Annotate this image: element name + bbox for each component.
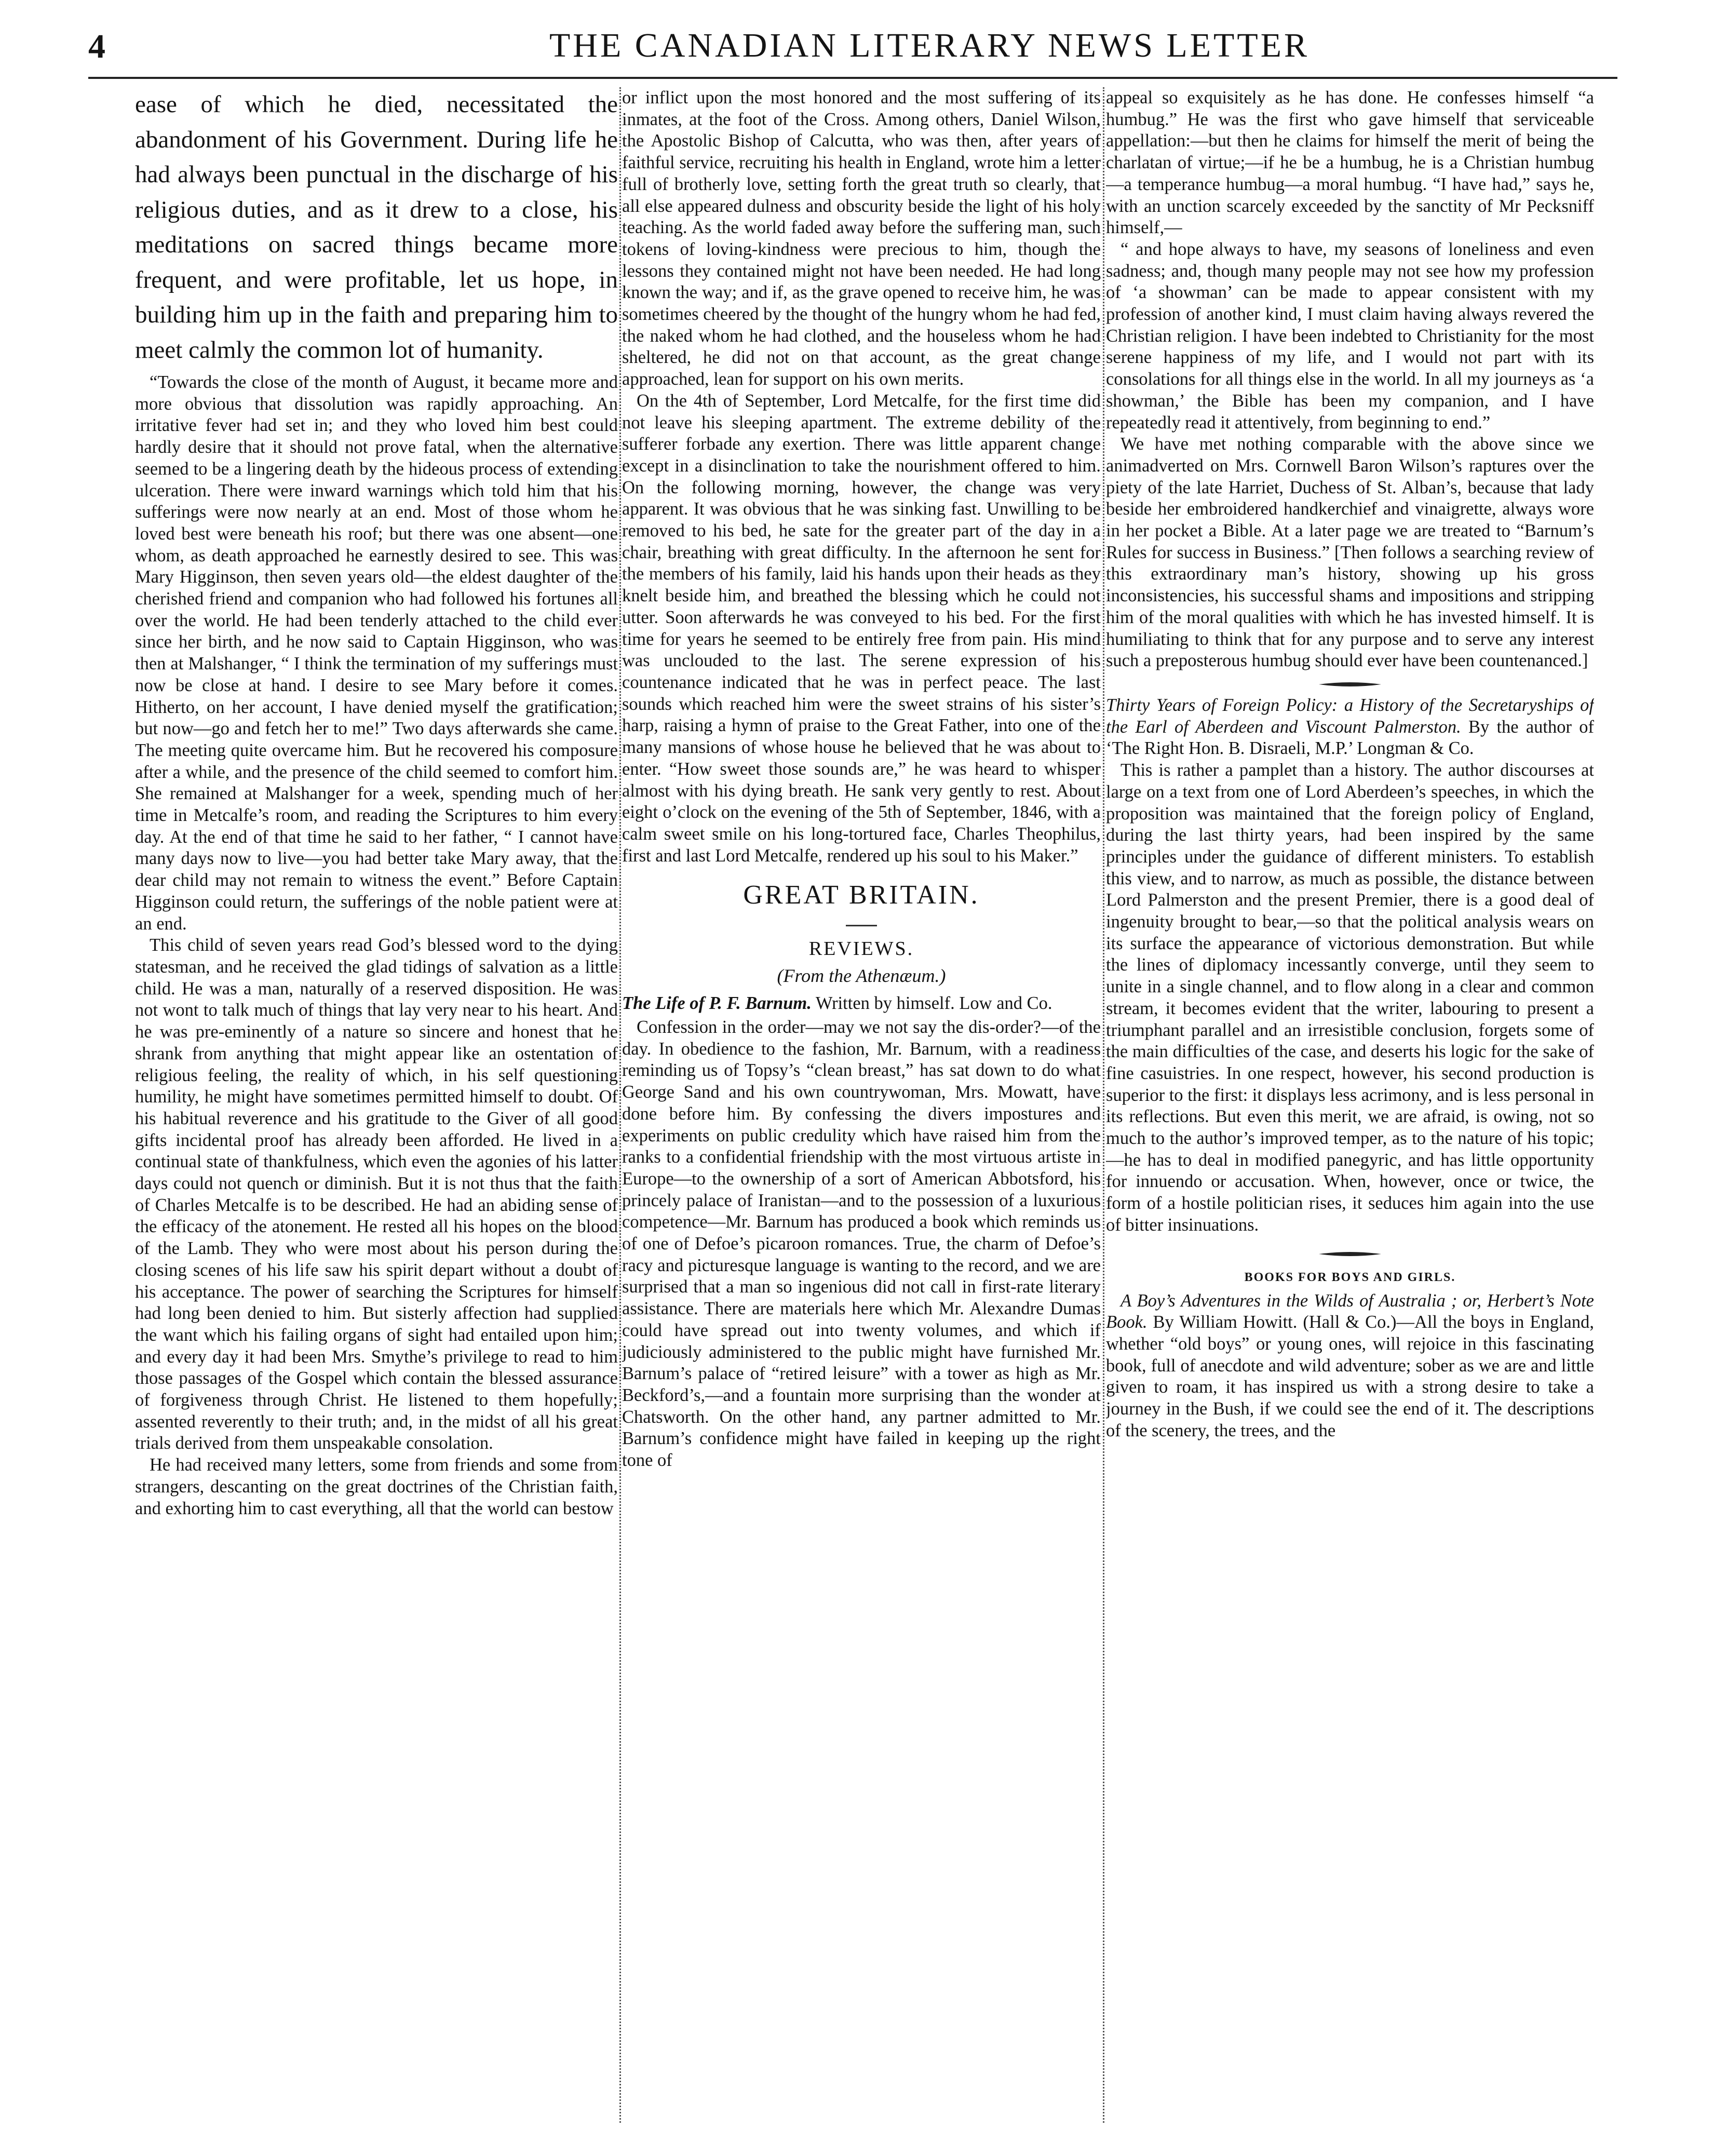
book-entry [622, 993, 1101, 1015]
lead-paragraph: ease of which he died, necessitated the abandonment of his Government. During life he had always been punctual in the discharge of his religious duties, and as it drew to a close, his meditations on sacred things became more frequent, and were profitable, let us hope, in building him up in the faith and preparing him to meet calmly the common lot of humanity. [135, 91, 618, 363]
column-2 [622, 87, 1101, 2128]
reviews-heading: REVIEWS. [808, 938, 914, 960]
ornament-divider [1319, 1250, 1381, 1258]
book-title: The Life of P. F. Barnum. [622, 993, 812, 1014]
paragraph: By William Howitt. (Hall & Co.)—All the boys in England, whether “old boys” or young ones, will rejoice in this fascinating book, full of anecdote and wild adventure; sober as we are and little given to roam, it has inspired us with a strong desire to take a journey in the Bush, if we could see the end of it. The descriptions of the scenery, the trees, and the [1106, 1312, 1594, 1440]
paragraph: This is rather a pamplet than a history. The author discourses at large on a text from one of Lord Aberdeen’s speeches, in which the proposition was maintained that the foreign policy of England, during the last thirty years, had been inspired by the same principles under the guidance of different ministers. To establish this view, and to narrow, as much as possible, the distance between Lord Palmerston and the present Premier, there is a good deal of ingenuity brought to bear,—so that the political analysis wears on its surface the appearance of victorious demonstration. But while the lines of diplomacy incessantly converge, until they seem to unite in a single channel, and to flow along in a clear and common stream, it becomes evident that the writer, labouring to present a triumphant parallel and an irresistible conclusion, forgets some of the main difficulties of the case, and deserts his logic for the sake of fine casuistries. In one respect, however, his second production is superior to the first: it displays less acrimony, and is less personal in its reflections. But even this merit, we are afraid, is owing, not so much to the author’s improved temper, as to the nature of his topic;—he has to deal in modified panegyric, and has little opportunity for innuendo or accusation. When, however, once or twice, the form of a hostile politician rises, it seduces him again into the use of bitter insinuations. [1106, 760, 1594, 1235]
paragraph: Confession in the order—may we not say the dis-order?—of the day. In obedience to the fashion, Mr. Barnum, with a readiness reminding us of Topsy’s “clean breast,” has sat down to do what George Sand and his own countrywoman, Mrs. Mowatt, have done before him. By confessing the divers impostures and experiments on public credulity which have raised him from the ranks to a confidential friendship with the most virtuous artiste in Europe—to the ownership of a sort of American Abbotsford, his princely palace of Iranistan—and to the possession of a luxurious competence—Mr. Barnum has produced a book which reminds us of one of Defoe’s picaroon romances. True, the charm of Defoe’s racy and picturesque language is wanting to the record, and we are surprised that a man so ingenious did not call in first-rate literary assistance. There are materials here which Mr. Alexandre Dumas could have spread out into twenty volumes, and which if judiciously administered to the public might have furnished Mr. Barnum’s palace of “retired leisure” with a tower as high as Mr. Beckford’s,—and a fountain more surprising than the wonder at Chatsworth. On the other hand, any partner admitted to Mr. Barnum’s confidence might have failed in keeping up the right tone of [622, 1017, 1101, 1471]
section-heading: GREAT BRITAIN. [743, 880, 980, 910]
books-heading: BOOKS FOR BOYS AND GIRLS. [1244, 1270, 1456, 1284]
paragraph: He had received many letters, some from friends and some from strangers, descanting on the great doctrines of the Christian faith, and exhorting him to cast everything, all that the world can bestow [135, 1455, 618, 1518]
paragraph: or inflict upon the most honored and the most suffering of its inmates, at the foot of the Cross. Among others, Daniel Wilson, the Apostolic Bishop of Calcutta, who was then, after years of faithful service, recruiting his health in England, wrote him a letter full of brotherly love, setting forth the great truth so clearly, that all else appeared dulness and obscurity beside the light of his holy teaching. As the world faded away before the suffering man, such tokens of loving-kindness were precious to him, though the lessons they contained might not have been needed. He had long known the way; and if, as the grave opened to receive him, he was sometimes cheered by the thought of the hungry whom he had fed, the naked whom he had clothed, and the houseless whom he had sheltered, he did not on that account, as the great change approached, lean for support on his own merits. [622, 88, 1101, 389]
book-entry [1106, 1290, 1594, 1442]
newspaper-masthead: THE CANADIAN LITERARY NEWS LETTER [549, 26, 1310, 64]
quoted-paragraph: “ and hope always to have, my seasons of loneliness and even sadness; and, though many people may not see how my profession of ‘a showman’ can be made to appear consistent with my profession of another kind, I must claim having always revered the Christian religion. I have been indebted to Christianity for the most serene happiness of my life, and I would not part with its consolations for all things else in the world. In all my journeys as ‘a showman,’ the Bible has been my companion, and I have repeatedly read it attentively, from beginning to end.” [1106, 239, 1594, 433]
book-author: By the author of ‘The Right Hon. B. Disraeli, M.P.’ Longman & Co. [1106, 717, 1594, 759]
column-divider [619, 87, 621, 2123]
paragraph: We have met nothing comparable with the above since we animadverted on Mrs. Cornwell Baron Wilson’s raptures over the piety of the late Harriet, Duchess of St. Alban’s, because that lady beside her embroidered handkerchief and vinaigrette, always wore in her pocket a Bible. At a later page we are treated to “Barnum’s Rules for success in Business.” [Then follows a searching review of this extraordinary man’s history, showing up his gross inconsistencies, his successful shams and impositions and stripping him of the moral qualities with which he has invested himself. It is humiliating to think that for any purpose and to serve any interest such a preposterous humbug should ever have been countenanced.] [1106, 434, 1594, 671]
header-rule [88, 77, 1617, 79]
quoted-paragraph: “Towards the close of the month of August, it became more and more obvious that dissolution was rapidly approaching. An irritative fever had set in; and they who loved him best could hardly desire that it should not prove fatal, when the alternative seemed to be a lingering death by the hideous process of extending ulceration. There were inward warnings which told him that his sufferings were now nearly at an end. Most of those whom he loved best were beneath his roof; but there was one absent—one whom, as death approached he earnestly desired to see. This was Mary Higginson, then seven years old—the eldest daughter of the cherished friend and companion who had followed his fortunes all over the world. He had been tenderly attached to the child ever since her birth, and he now said to Captain Higginson, who was then at Malshanger, “ I think the termination of my sufferings must now be close at hand. I desire to see Mary before it comes. Hitherto, on her account, I have denied myself the gratification; but now—go and fetch her to me!” Two days afterwards she came. The meeting quite overcame him. But he recovered his composure after a while, and the presence of the child seemed to comfort him. She remained at Malshanger for a week, spending much of her time in Metcalfe’s room, and reading the Scriptures to him every day. At the end of that time he said to her father, “ I cannot have many days now to live—you had better take Mary away, that the dear child may not remain to witness the event.” Before Captain Higginson could return, the sufferings of the noble patient were at an end. [135, 372, 618, 934]
short-rule [846, 925, 877, 926]
paragraph: This child of seven years read God’s blessed word to the dying statesman, and he received the glad tidings of salvation as a little child. He was a man, naturally of a reserved disposition. He was not wont to talk much of things that lay very near to his heart. And he was pre-eminently of a nature so sincere and honest that he shrank from anything that might appear like an ostentation of religious feeling, the reality of which, in his self questioning humility, he might have sometimes permitted himself to doubt. Of his habitual reverence and his gratitude to the Giver of all good gifts incidental proof has already been afforded. He lived in a continual state of thankfulness, which even the agonies of his latter days could not quench or diminish. But it is not thus that the faith of Charles Metcalfe is to be described. He had an abiding sense of the efficacy of the atonement. He rested all his hopes on the blood of the Lamb. They who were most about his person during the closing scenes of his life saw his spirit depart without a doubt of his acceptance. The power of searching the Scriptures for himself had long been denied to him. But sisterly affection had supplied the want which his failing organs of sight had entailed upon him; and every day it had been Mrs. Smythe’s privilege to read to him those passages of the Gospel which contain the blessed assurance of forgiveness through Christ. He listened to them hopefully; assented reverently to their truth; and, in the midst of all his great trials derived from them unspeakable consolation. [135, 935, 618, 1453]
book-title: A Boy’s Adventures in the Wilds of Australia ; or, Herbert’s Note Book. [1106, 1290, 1594, 1332]
column-1 [135, 87, 618, 2128]
book-title: Thirty Years of Foreign Policy: a History of the Secretaryships of the Earl of Aberdeen and Viscount Palmerston. [1106, 695, 1594, 737]
book-author: Written by himself. Low and Co. [815, 993, 1052, 1014]
paragraph: appeal so exquisitely as he has done. He confesses himself “a humbug.” He was the first who gave himself that serviceable appellation:—but then he claims for himself the merit of being the charlatan of virtue;—if he be a humbug, he is a Christian humbug—a temperance humbug—a moral humbug. “I have had,” says he, with an unction scarcely exceeded by the sanctity of Mr Pecksniff himself,— [1106, 88, 1594, 238]
ornament-divider [1319, 680, 1381, 689]
paragraph: On the 4th of September, Lord Metcalfe, for the first time did not leave his sleeping apartment. The extreme debility of the sufferer forbade any exertion. There was little apparent change except in a disinclination to take the nourishment offered to him. On the following morning, however, the change was very apparent. It was obvious that he was sinking fast. Unwilling to be removed to his bed, he sate for the greater part of the day in a chair, breathing with great difficulty. In the afternoon he sent for the members of his family, laid his hands upon their heads as they knelt beside him, and breathed the blessing which he could not utter. Soon afterwards he was conveyed to his bed. For the first time for years he seemed to be entirely free from pain. His mind was unclouded to the last. The serene expression of his countenance indicated that he was in perfect peace. The last sounds which reached him were the sweet strains of his sister’s harp, raising a hymn of praise to the Great Father, into one of the many mansions of whose house he believed that he was about to enter. “How sweet those sounds are,” he was heard to whisper almost with his dying breath. He sank very gently to rest. About eight o’clock on the evening of the 5th of September, 1846, with a calm sweet smile on his long-tortured face, Charles Theophilus, first and last Lord Metcalfe, rendered up his soul to his Maker.” [622, 390, 1101, 866]
book-entry [1106, 695, 1594, 760]
column-3 [1106, 87, 1594, 2128]
column-divider [1103, 87, 1104, 2123]
page-number: 4 [88, 28, 105, 65]
source-line: (From the Athenæum.) [777, 965, 946, 987]
